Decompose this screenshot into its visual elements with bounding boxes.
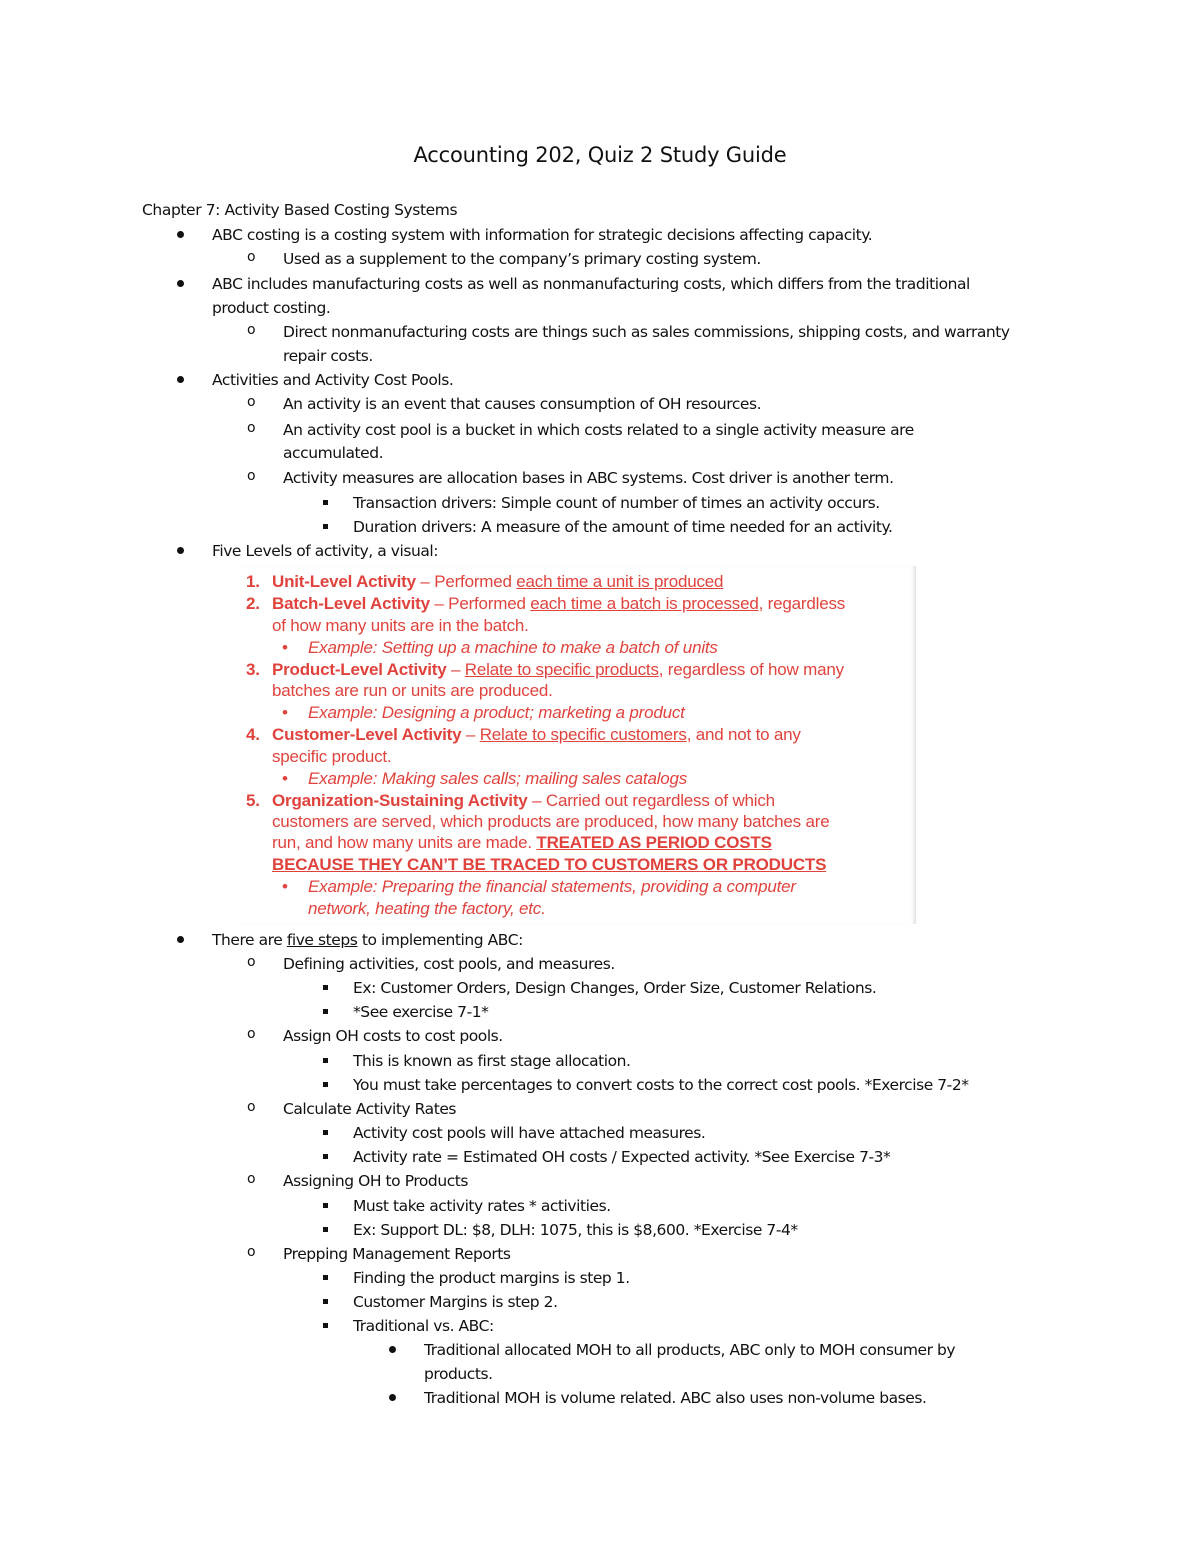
list-item (212, 539, 438, 563)
list-item-text: Traditional vs. ABC: (353, 1317, 494, 1335)
item-text: – Performed (415, 572, 517, 591)
item-number: 5. (246, 791, 260, 810)
sub-bullet-marker: o (247, 420, 256, 436)
batch-level-item (272, 593, 845, 614)
item-number: 3. (246, 660, 260, 679)
sub-bullet-marker: o (247, 1244, 256, 1260)
list-item-text: Duration drivers: A measure of the amount of time needed for an activity. (353, 518, 893, 536)
item-continuation (272, 832, 772, 853)
item-text: , regardless (758, 594, 846, 613)
period-costs-callout: BECAUSE THEY CAN’T BE TRACED TO CUSTOMERS OR PRODUCTS (272, 855, 827, 874)
list-item (212, 223, 872, 247)
item-heading: Customer-Level Activity (272, 725, 462, 744)
list-item-text: Used as a supplement to the company’s primary costing system. (283, 250, 761, 268)
item-text: – Performed (429, 594, 531, 613)
item-heading: Unit-Level Activity (272, 572, 416, 591)
item-heading: Organization-Sustaining Activity (272, 791, 528, 810)
chapter-heading: Chapter 7: Activity Based Costing Systems (142, 201, 458, 219)
example-text: • Example: Setting up a machine to make a batch of units (308, 637, 718, 658)
item-underlined: Relate to specific products (464, 660, 659, 679)
list-item: An activity is an event that causes consumption of OH resources. (283, 395, 762, 413)
sub-bullet-marker: o (247, 1099, 256, 1115)
list-item-text: ABC includes manufacturing costs as well as nonmanufacturing costs, which differs from the traditional (212, 275, 970, 293)
underlined-text: five steps (286, 931, 358, 949)
product-level-item (272, 659, 844, 680)
list-item (212, 272, 970, 296)
list-item (353, 1049, 631, 1073)
list-item-text: Activity rate = Estimated OH costs / Expected activity. *See Exercise 7-3* (353, 1148, 891, 1166)
item-continuation: customers are served, which products are produced, how many batches are (272, 812, 830, 831)
list-item (353, 1121, 705, 1145)
list-item (353, 976, 876, 1000)
list-item-text: This is known as first stage allocation. (353, 1052, 631, 1070)
list-item-continuation: accumulated. (283, 444, 384, 462)
list-item (424, 1338, 955, 1362)
list-item: An activity cost pool is a bucket in which costs related to a single activity measure are (283, 421, 914, 439)
list-item (353, 1266, 630, 1290)
item-text: – (461, 725, 480, 744)
sub-bullet-marker: o (247, 322, 256, 338)
item-continuation: specific product. (272, 747, 392, 766)
item-number: 4. (246, 725, 260, 744)
period-costs-callout: TREATED AS PERIOD COSTS (536, 833, 772, 852)
unit-level-item (272, 571, 723, 592)
list-item-text: to implementing ABC: (357, 931, 523, 949)
item-text: run, and how many units are made. (272, 833, 537, 852)
sub-bullet-marker: o (247, 468, 256, 484)
list-item-text: ABC costing is a costing system with information for strategic decisions affecting capacity. (212, 226, 873, 244)
organization-sustaining-item (272, 790, 775, 811)
list-item-continuation: product costing. (212, 299, 331, 317)
list-item (283, 247, 761, 271)
list-item (424, 1386, 926, 1410)
list-item-text: Traditional allocated MOH to all products, ABC only to MOH consumer by (424, 1341, 956, 1359)
sub-bullet-marker: o (247, 249, 256, 265)
sub-bullet-marker: o (247, 1171, 256, 1187)
list-item (353, 1314, 494, 1338)
step-item: Assign OH costs to cost pools. (283, 1027, 503, 1045)
item-continuation: batches are run or units are produced. (272, 681, 553, 700)
list-item-text: Transaction drivers: Simple count of number of times an activity occurs. (353, 494, 880, 512)
list-item (353, 1073, 969, 1097)
list-item-text: Activity cost pools will have attached measures. (353, 1124, 706, 1142)
item-underlined: each time a batch is processed (530, 594, 759, 613)
list-item (353, 1218, 798, 1242)
list-item (353, 1194, 611, 1218)
list-item-text: There are (212, 931, 287, 949)
example-text: • Example: Preparing the financial statements, providing a computer (308, 876, 796, 897)
sub-bullet-marker: o (247, 954, 256, 970)
example-text: • Example: Designing a product; marketing a product (308, 702, 685, 723)
item-text: – Carried out regardless of which (527, 791, 775, 810)
list-item (353, 1290, 558, 1314)
list-item (353, 491, 880, 515)
list-item (212, 928, 523, 952)
step-item: Assigning OH to Products (283, 1172, 469, 1190)
list-item-continuation: repair costs. (283, 347, 373, 365)
item-underlined: each time a unit is produced (516, 572, 724, 591)
page-title: Accounting 202, Quiz 2 Study Guide (413, 143, 787, 167)
item-text: , and not to any (686, 725, 801, 744)
step-item: Calculate Activity Rates (283, 1100, 457, 1118)
list-item-text: You must take percentages to convert costs to the correct cost pools. *Exercise 7-2* (353, 1076, 969, 1094)
item-continuation: of how many units are in the batch. (272, 616, 529, 635)
list-item: Direct nonmanufacturing costs are things such as sales commissions, shipping costs, and warranty (283, 323, 1010, 341)
list-item-text: Five Levels of activity, a visual: (212, 542, 439, 560)
item-number: 2. (246, 594, 260, 613)
item-underlined: Relate to specific customers (479, 725, 687, 744)
list-item-text: Ex: Support DL: $8, DLH: 1075, this is $8,600. *Exercise 7-4* (353, 1221, 798, 1239)
list-item-text: Customer Margins is step 2. (353, 1293, 558, 1311)
list-item-text: Must take activity rates * activities. (353, 1197, 611, 1215)
list-item-text: Ex: Customer Orders, Design Changes, Order Size, Customer Relations. (353, 979, 877, 997)
list-item-continuation: products. (424, 1365, 493, 1383)
example-text: • Example: Making sales calls; mailing sales catalogs (308, 768, 687, 789)
item-text: – (446, 660, 465, 679)
sub-bullet-marker: o (247, 394, 256, 410)
item-text: , regardless of how many (658, 660, 844, 679)
list-item (353, 1145, 890, 1169)
activity-levels-visual (240, 566, 916, 924)
list-item-text: *See exercise 7-1* (353, 1003, 489, 1021)
list-item (353, 515, 892, 539)
item-number: 1. (246, 572, 260, 591)
sub-bullet-marker: o (247, 1026, 256, 1042)
list-item-text: Traditional MOH is volume related. ABC also uses non-volume bases. (424, 1389, 927, 1407)
example-text-continuation: network, heating the factory, etc. (308, 899, 546, 918)
item-heading: Batch-Level Activity (272, 594, 430, 613)
list-item: Activity measures are allocation bases in ABC systems. Cost driver is another term. (283, 469, 894, 487)
list-item-text: Activities and Activity Cost Pools. (212, 371, 454, 389)
step-item: Prepping Management Reports (283, 1245, 511, 1263)
item-heading: Product-Level Activity (272, 660, 447, 679)
list-item (353, 1000, 488, 1024)
list-item (212, 368, 453, 392)
customer-level-item (272, 724, 801, 745)
step-item: Defining activities, cost pools, and measures. (283, 955, 615, 973)
list-item-text: Finding the product margins is step 1. (353, 1269, 630, 1287)
